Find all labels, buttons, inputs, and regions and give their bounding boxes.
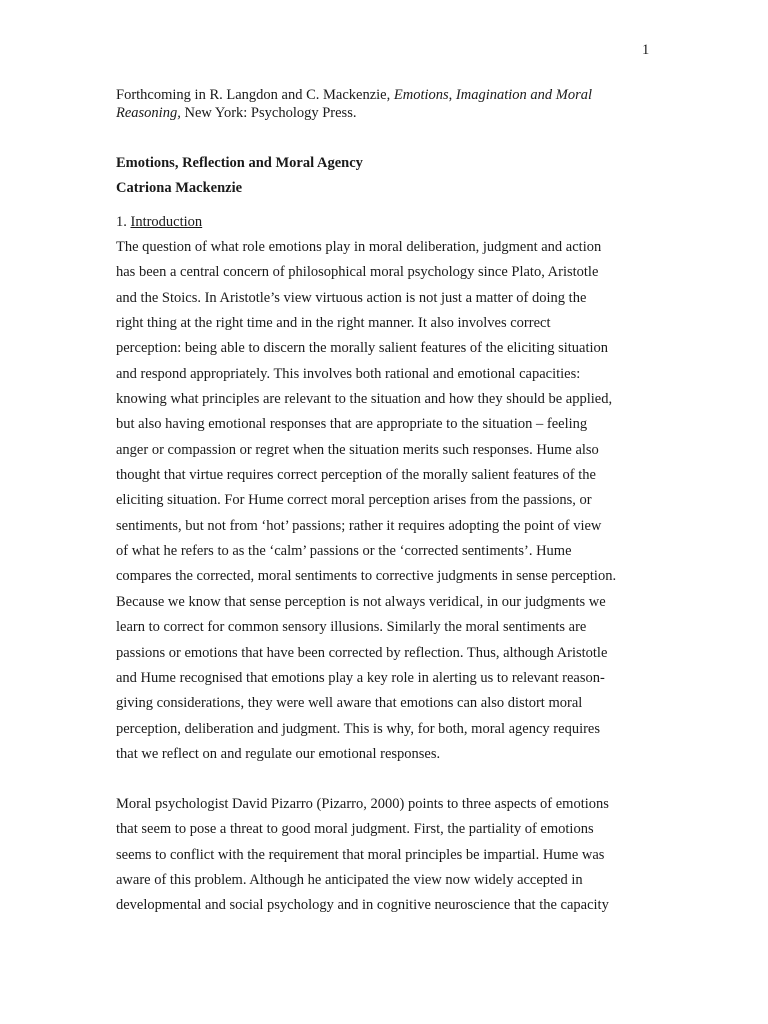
text-line: anger or compassion or regret when the situation merits such responses. Hume also [116, 441, 599, 458]
text-line: aware of this problem. Although he anticipated the view now widely accepted in [116, 872, 583, 889]
text-line: and Hume recognised that emotions play a key role in alerting us to relevant reason- [116, 669, 605, 686]
text-line: and respond appropriately. This involves both rational and emotional capacities: [116, 365, 581, 382]
section-heading [116, 212, 202, 232]
text-line: that we reflect on and regulate our emotional responses. [116, 745, 441, 762]
paragraph-2 [116, 792, 656, 919]
citation-prefix: Forthcoming in R. Langdon and C. Mackenzie, [116, 87, 394, 103]
text-line: giving considerations, they were well aware that emotions can also distort moral [116, 695, 583, 712]
citation-book-title-part1: Emotions [393, 87, 449, 103]
citation-book-title-part2: Imagination and Moral Reasoning, [116, 87, 593, 121]
citation-suffix: New York: Psychology Press. [180, 105, 357, 121]
text-line: right thing at the right time and in the right manner. It also involves correct [116, 315, 551, 332]
text-line: learn to correct for common sensory illusions. Similarly the moral sentiments are [116, 619, 587, 636]
text-line: sentiments, but not from ‘hot’ passions; rather it requires adopting the point of view [116, 517, 602, 534]
text-line: perception, deliberation and judgment. This is why, for both, moral agency requires [116, 720, 601, 737]
text-line: eliciting situation. For Hume correct moral perception arises from the passions, or [116, 492, 592, 509]
text-line: thought that virtue requires correct perception of the morally salient features of the [116, 467, 596, 484]
page-number: 1 [642, 42, 650, 58]
publication-citation [116, 86, 656, 122]
section-title: Introduction [130, 214, 203, 230]
paper-title: Emotions, Reflection and Moral Agency [116, 155, 363, 171]
text-line: and the Stoics. In Aristotle’s view virtuous action is not just a matter of doing the [116, 289, 587, 306]
text-line: that seem to pose a threat to good moral judgment. First, the partiality of emotions [116, 821, 594, 838]
text-line: has been a central concern of philosophical moral psychology since Plato, Aristotle [116, 264, 599, 281]
text-line: seems to conflict with the requirement that moral principles be impartial. Hume was [116, 846, 605, 863]
text-line: passions or emotions that have been corrected by reflection. Thus, although Aristotle [116, 644, 608, 661]
text-line: knowing what principles are relevant to the situation and how they should be applied, [116, 391, 613, 408]
text-line: Because we know that sense perception is not always veridical, in our judgments we [116, 593, 606, 610]
citation-comma: , [448, 87, 456, 103]
text-line: but also having emotional responses that are appropriate to the situation – feeling [116, 416, 588, 433]
text-line: compares the corrected, moral sentiments to corrective judgments in sense perception. [116, 568, 617, 585]
text-line: developmental and social psychology and in cognitive neuroscience that the capacity [116, 897, 609, 914]
paragraph-1 [116, 235, 656, 767]
text-line: perception: being able to discern the morally salient features of the eliciting situation [116, 340, 609, 357]
text-line: The question of what role emotions play in moral deliberation, judgment and action [116, 239, 602, 255]
text-line: of what he refers to as the ‘calm’ passions or the ‘corrected sentiments’. Hume [116, 543, 572, 560]
paper-author: Catriona Mackenzie [116, 180, 243, 196]
section-number: 1. [116, 214, 131, 230]
text-line: Moral psychologist David Pizarro (Pizarro, 2000) points to three aspects of emotions [116, 796, 609, 812]
